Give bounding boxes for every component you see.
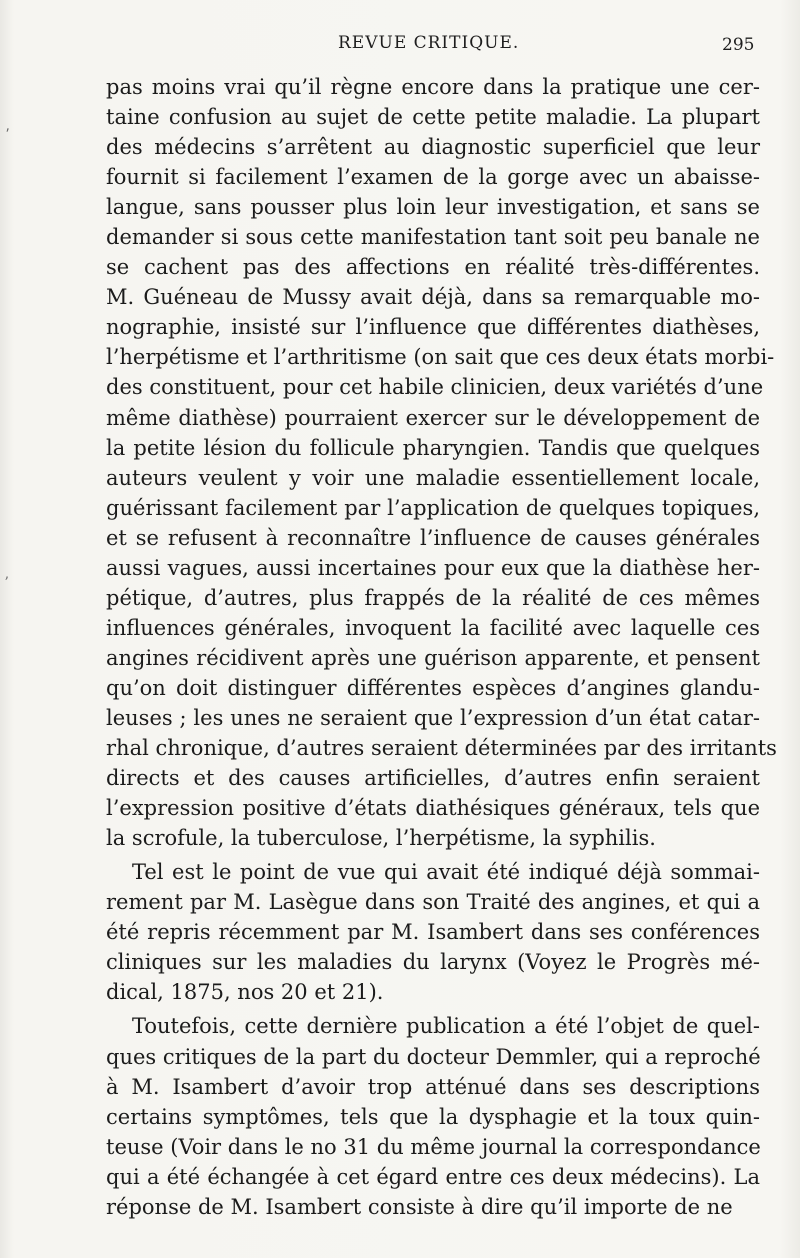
margin-mark: ʼ [4,575,9,591]
text-line: la petite lésion du follicule pharyngien. Tandis que quelques [106,435,760,460]
paragraph [106,72,777,853]
text-line: nographie, insisté sur l’influence que différentes diathèses, [106,315,760,340]
text-line: et se refusent à reconnaître l’influence de causes générales [106,525,760,550]
text-line: demander si sous cette manifestation tant soit peu banale ne [106,225,760,250]
text-line: la scrofule, la tuberculose, l’herpétisme, la syphilis. [106,826,656,851]
text-line: qu’on doit distinguer différentes espèces d’angines glandu- [106,675,760,700]
body-text [106,72,777,1222]
text-line: rement par M. Lasègue dans son Traité des angines, et qui a [106,890,760,915]
text-line: Tel est le point de vue qui avait été indiqué déjà sommai- [132,860,760,885]
text-line: influences générales, invoquent la facilité avec laquelle ces [106,615,760,640]
text-line: l’herpétisme et l’arthritisme (on sait que ces deux états morbi- [106,345,775,370]
text-line: même diathèse) pourraient exercer sur le développement de [106,405,760,430]
text-line: à M. Isambert d’avoir trop atténué dans ses descriptions [106,1074,760,1099]
text-line: pas moins vrai qu’il règne encore dans la pratique une cer- [106,75,760,99]
page-number: 295 [722,35,755,55]
text-line: langue, sans pousser plus loin leur investigation, et sans se [106,195,760,220]
text-line: dical, 1875, nos 20 et 21). [106,980,384,1005]
text-line: angines récidivent après une guérison apparente, et pensent [106,645,760,670]
text-line: se cachent pas des affections en réalité très-différentes. [106,255,760,280]
text-line: rhal chronique, d’autres seraient déterminées par des irritants [106,736,777,761]
margin-mark: ⸴ [6,120,10,136]
text-line: réponse de M. Isambert consiste à dire qu’il importe de ne [106,1194,733,1219]
text-line: fournit si facilement l’examen de la gorge avec un abaisse- [106,165,760,190]
text-line: ques critiques de la part du docteur Demmler, qui a reproché [106,1044,761,1069]
text-line: M. Guéneau de Mussy avait déjà, dans sa remarquable mo- [106,285,760,310]
text-line: leuses ; les unes ne seraient que l’expression d’un état catar- [106,705,760,730]
text-line: teuse (Voir dans le no 31 du même journal la correspondance [106,1134,761,1159]
text-line: l’expression positive d’états diathésiques généraux, tels que [106,796,760,821]
text-line: des constituent, pour cet habile clinicien, deux variétés d’une [106,375,764,400]
text-line: directs et des causes artificielles, d’autres enfin seraient [106,766,760,791]
text-line: certains symptômes, tels que la dysphagie et la toux quin- [106,1104,760,1129]
text-line: auteurs veulent y voir une maladie essentiellement locale, [106,465,760,490]
text-line: des médecins s’arrêtent au diagnostic superficiel que leur [106,135,760,160]
paragraph [106,857,760,1007]
text-line: pétique, d’autres, plus frappés de la réalité de ces mêmes [106,585,760,610]
text-line: cliniques sur les maladies du larynx (Voyez le Progrès mé- [106,950,760,975]
text-line: qui a été échangée à cet égard entre ces deux médecins). La [106,1164,760,1189]
text-line: été repris récemment par M. Isambert dans ses conférences [106,920,760,945]
page-header [0,30,800,60]
text-line: Toutefois, cette dernière publication a été l’objet de quel- [132,1014,760,1039]
running-title: REVUE CRITIQUE. [338,33,520,53]
text-line: taine confusion au sujet de cette petite maladie. La plupart [106,105,760,130]
text-line: guérissant facilement par l’application de quelques topiques, [106,495,760,520]
paragraph [106,1011,760,1221]
text-line: aussi vagues, aussi incertaines pour eux que la diathèse her- [106,555,760,580]
